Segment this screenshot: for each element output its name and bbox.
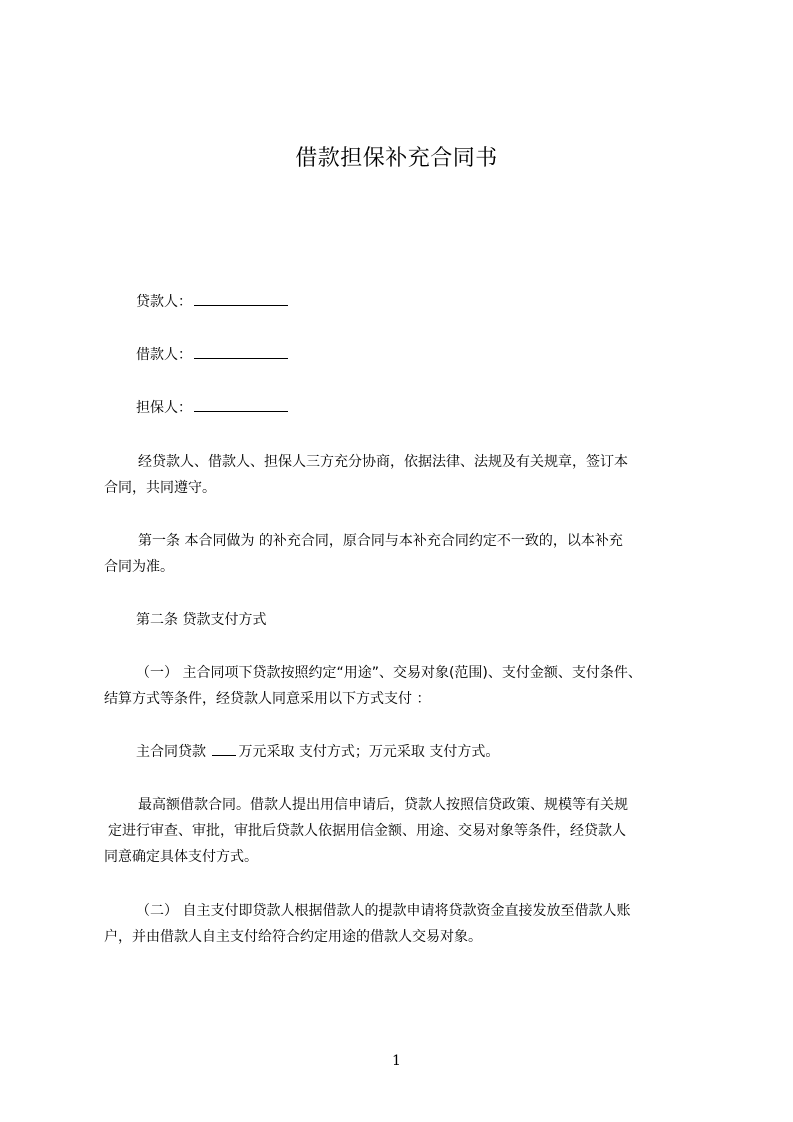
guarantor-blank: [194, 397, 288, 412]
clause2-line-2: 户，并由借款人自主支付给符合约定用途的借款人交易对象。: [104, 929, 482, 945]
intro-paragraph: [104, 449, 704, 501]
lender-line: [136, 291, 288, 312]
article2-heading-text: 第二条 贷款支付方式: [136, 612, 267, 628]
article1-line-2: 合同为准。: [104, 559, 174, 575]
document-title: 借款担保补充合同书: [295, 146, 498, 171]
borrower-line: [136, 344, 288, 365]
article1-paragraph: [104, 528, 704, 580]
intro-line-2: 合同，共同遵守。: [104, 480, 216, 496]
clause1-line-2: 结算方式等条件，经贷款人同意采用以下方式支付 ：: [104, 691, 431, 707]
lender-blank: [194, 291, 288, 306]
clause1-line-1: （一） 主合同项下贷款按照约定“用途”、交易对象(范围)、支付金额、支付条件、: [136, 665, 642, 681]
article1-line-1: 第一条 本合同做为 的补充合同，原合同与本补充合同约定不一致的，以本补充: [138, 533, 623, 549]
clause2-line-1: （二） 自主支付即贷款人根据借款人的提款申请将贷款资金直接发放至借款人账: [136, 903, 631, 919]
guarantor-line: [136, 397, 288, 418]
main-loan-paragraph: [104, 739, 704, 765]
page-number: 1: [392, 1053, 401, 1069]
main-loan-prefix: 主合同贷款: [136, 744, 211, 760]
main-loan-suffix: 万元采取 支付方式；万元采取 支付方式。: [238, 744, 500, 760]
max-loan-paragraph: [104, 792, 704, 870]
article2-heading: [104, 607, 704, 633]
clause2-paragraph: [104, 898, 704, 950]
guarantor-label: 担保人：: [136, 400, 192, 416]
main-loan-line: [104, 739, 704, 765]
lender-label: 贷款人：: [136, 294, 192, 310]
clause1-paragraph: [104, 660, 704, 712]
main-loan-blank: [212, 741, 236, 756]
borrower-blank: [194, 344, 288, 359]
intro-line-1: 经贷款人、借款人、担保人三方充分协商，依据法律、法规及有关规章，签订本: [138, 454, 628, 470]
max-loan-line-1: 最高额借款合同。借款人提出用信申请后，贷款人按照信贷政策、规模等有关规: [138, 797, 628, 813]
borrower-label: 借款人：: [136, 347, 192, 363]
max-loan-line-2: 定进行审查、审批，审批后贷款人依据用信金额、用途、交易对象等条件，经贷款人: [108, 823, 626, 839]
max-loan-line-3: 同意确定具体支付方式。: [104, 849, 258, 865]
